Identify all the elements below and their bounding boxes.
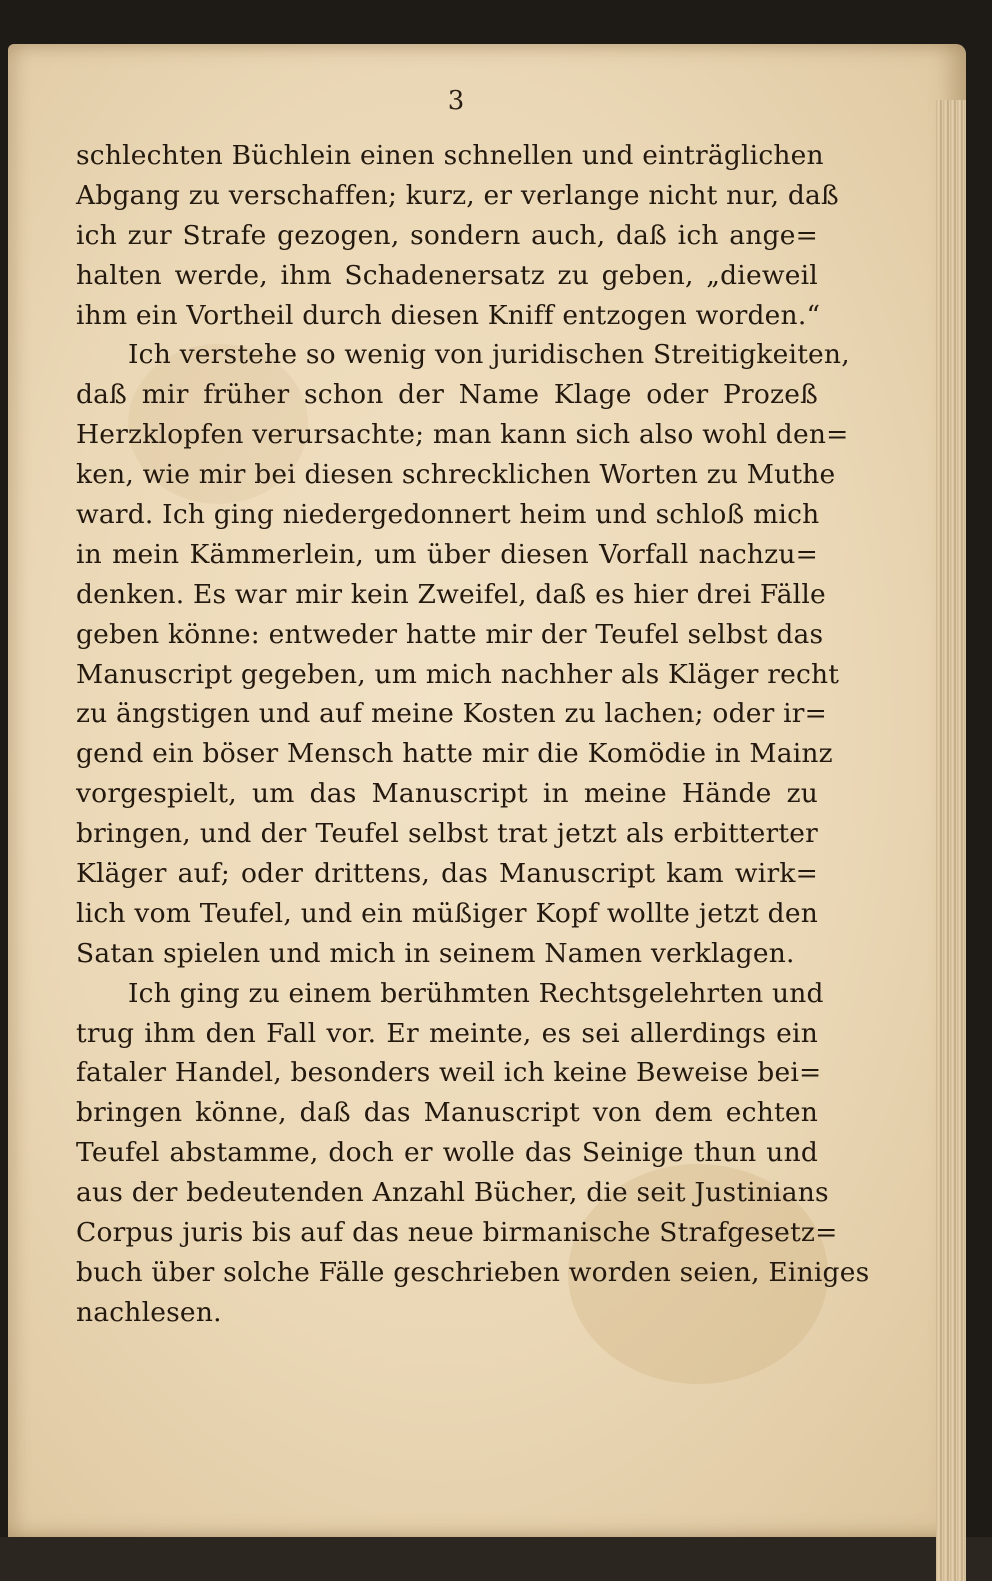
text-line: nachlesen. — [76, 1296, 222, 1328]
text-line: vorgespielt, um das Manuscript in meine Hände zu — [76, 778, 818, 810]
text-line: trug ihm den Fall vor. Er meinte, es sei allerdings ein — [76, 1017, 818, 1049]
text-line: in mein Kämmerlein, um über diesen Vorfall nachzu= — [76, 538, 818, 570]
text-line: gend ein böser Mensch hatte mir die Komödie in Mainz — [76, 738, 833, 770]
text-line: Teufel abstamme, doch er wolle das Seinige thun und — [76, 1137, 818, 1169]
text-line: Satan spielen und mich in seinem Namen verklagen. — [76, 937, 795, 969]
text-line: Kläger auf; oder drittens, das Manuscript kam wirk= — [76, 858, 818, 890]
text-line: schlechten Büchlein einen schnellen und einträglichen — [76, 140, 824, 171]
body-text — [76, 136, 870, 1333]
text-line: Ich ging zu einem berühmten Rechtsgelehrten und — [128, 977, 824, 1009]
text-line: Herzklopfen verursachte; man kann sich also wohl den= — [76, 419, 849, 451]
text-line: bringen könne, daß das Manuscript von dem echten — [76, 1097, 818, 1129]
page-number: 3 — [447, 86, 465, 116]
text-line: geben könne: entweder hatte mir der Teufel selbst das — [76, 618, 824, 650]
text-line: lich vom Teufel, und ein müßiger Kopf wollte jetzt den — [76, 897, 818, 929]
text-line: ken, wie mir bei diesen schrecklichen Worten zu Muthe — [76, 459, 836, 491]
text-line: Manuscript gegeben, um mich nachher als Kläger recht — [76, 658, 840, 690]
text-line: aus der bedeutenden Anzahl Bücher, die seit Justinians — [76, 1177, 829, 1209]
text-line: Ich verstehe so wenig von juridischen Streitigkeiten, — [128, 339, 850, 371]
text-line: denken. Es war mir kein Zweifel, daß es hier drei Fälle — [76, 578, 826, 610]
text-line: Abgang zu verschaffen; kurz, er verlange nicht nur, daß — [76, 179, 839, 211]
text-line: zu ängstigen und auf meine Kosten zu lachen; oder ir= — [76, 698, 828, 730]
page-edges — [936, 100, 966, 1581]
text-line: ihm ein Vortheil durch diesen Kniff entzogen worden.“ — [76, 299, 821, 331]
text-line: bringen, und der Teufel selbst trat jetzt als erbitterter — [76, 818, 818, 850]
text-line: ward. Ich ging niedergedonnert heim und schloß mich — [76, 499, 820, 531]
text-line: daß mir früher schon der Name Klage oder Prozeß — [76, 379, 818, 411]
text-line: buch über solche Fälle geschrieben worden seien, Einiges — [76, 1256, 870, 1288]
text-line: fataler Handel, besonders weil ich keine Beweise bei= — [76, 1057, 822, 1089]
text-line: halten werde, ihm Schadenersatz zu geben, „dieweil — [76, 259, 818, 291]
text-line: ich zur Strafe gezogen, sondern auch, daß ich ange= — [76, 219, 818, 251]
text-line: Corpus juris bis auf das neue birmanische Strafgesetz= — [76, 1217, 838, 1249]
